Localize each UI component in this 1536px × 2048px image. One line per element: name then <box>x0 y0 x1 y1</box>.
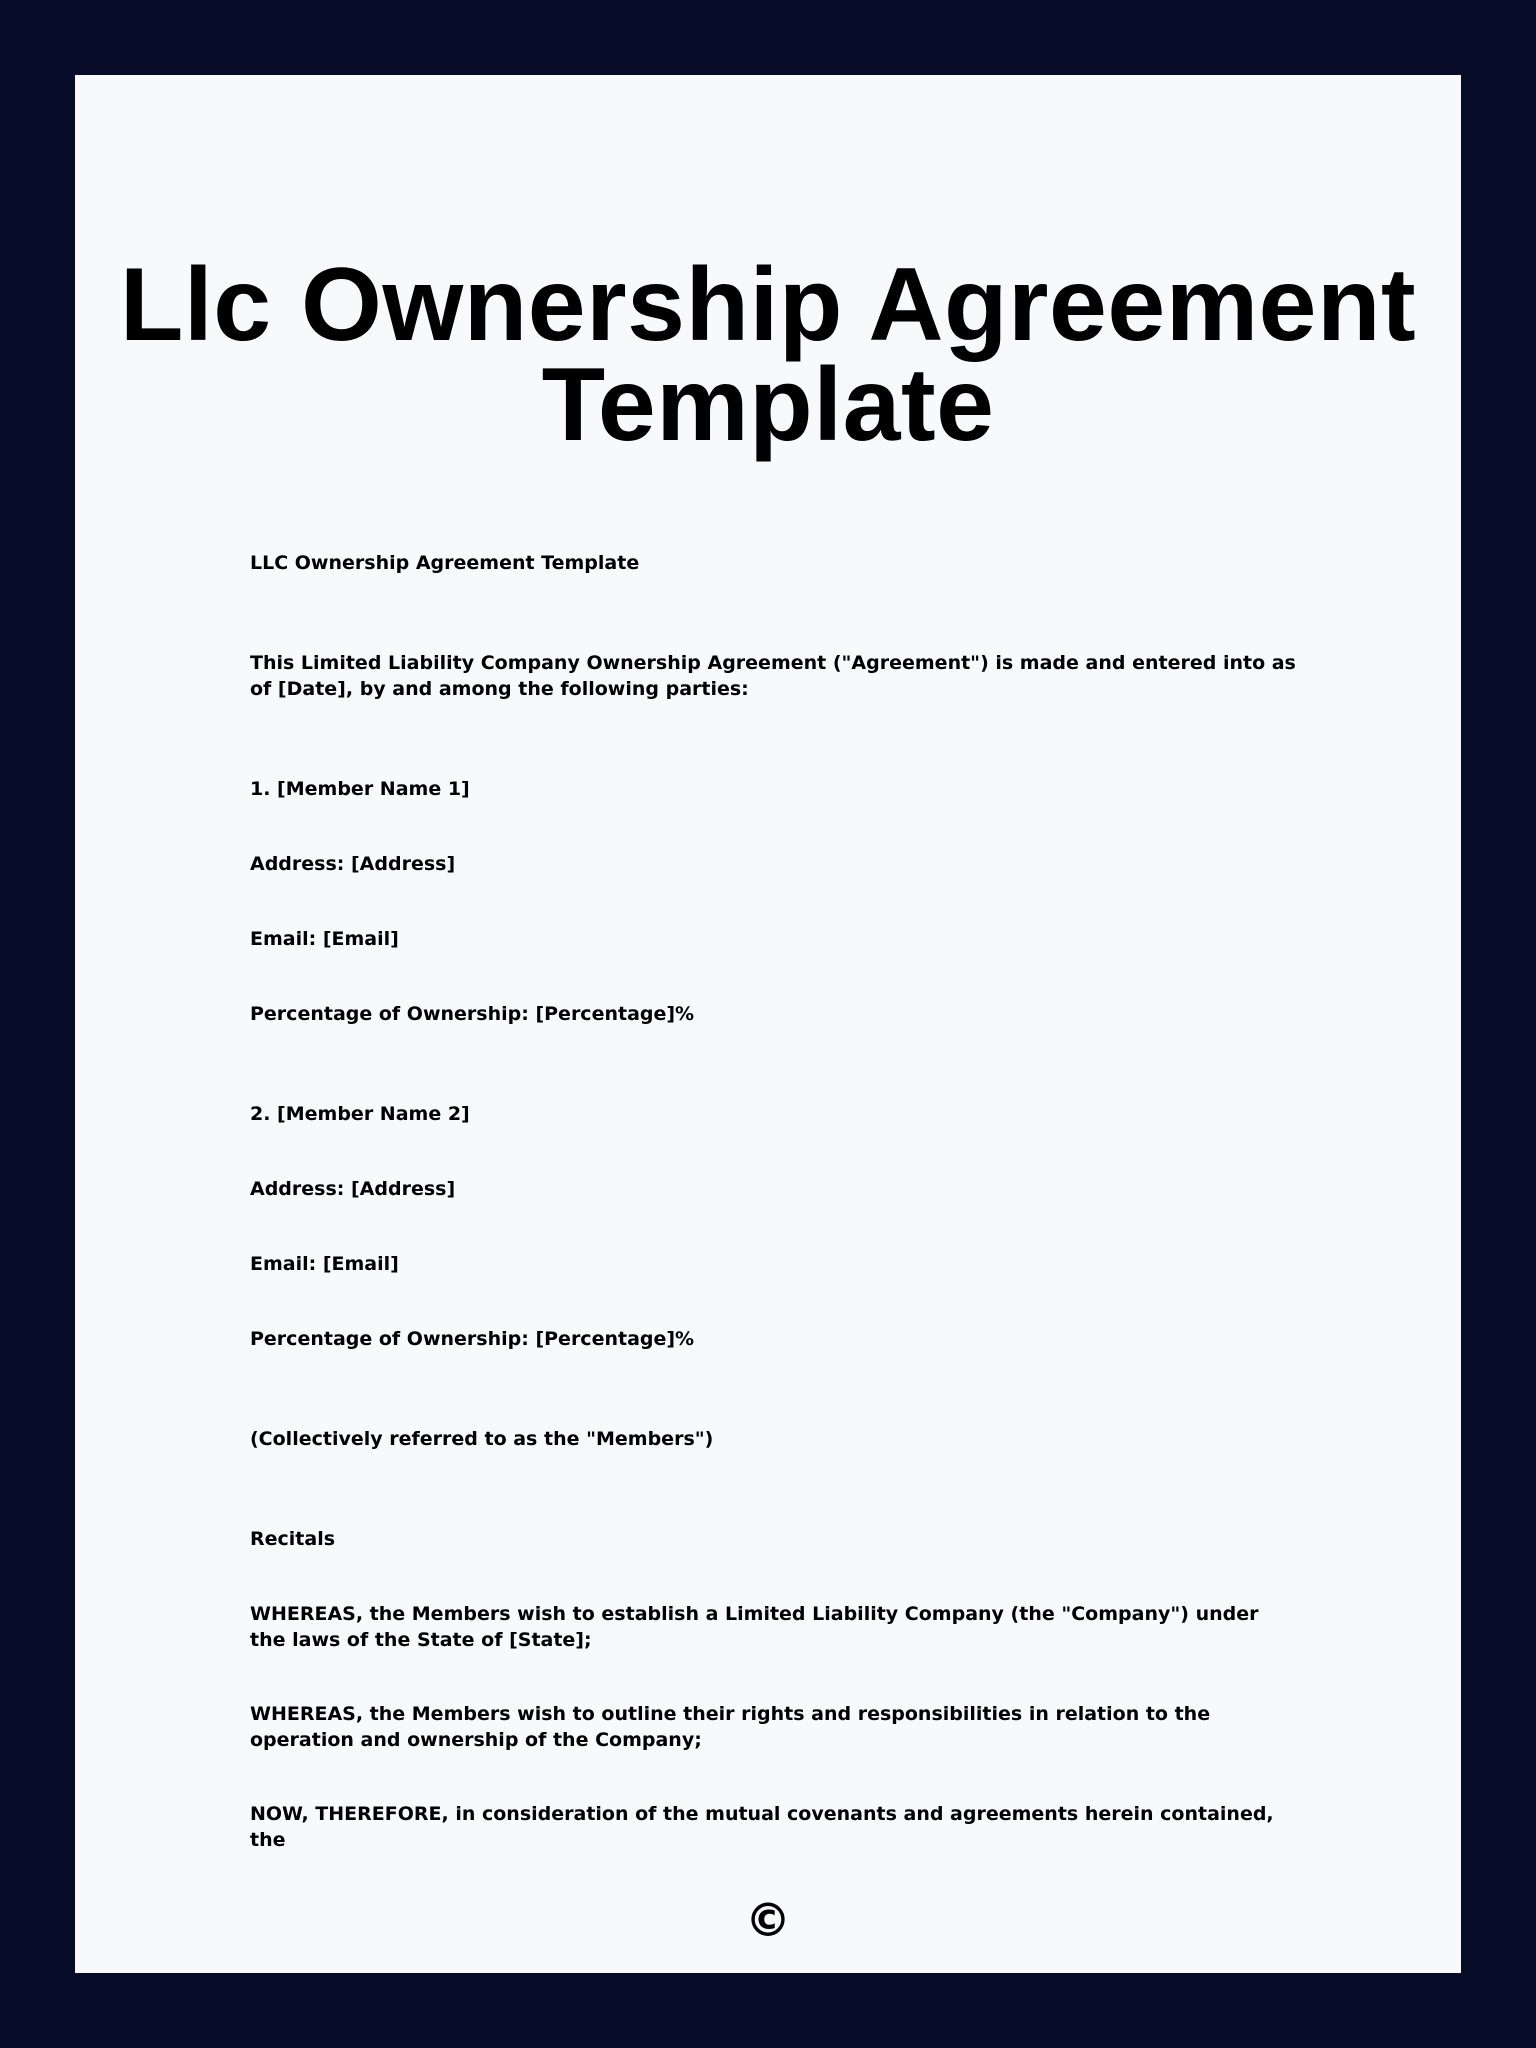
now-therefore-paragraph: NOW, THEREFORE, in consideration of the mutual covenants and agreements herein contained, the <box>250 1803 1274 1851</box>
document-page <box>75 75 1461 1973</box>
collectively-paragraph: (Collectively referred to as the "Members") <box>250 1428 714 1450</box>
member-1-email: Email: [Email] <box>250 928 399 950</box>
whereas-paragraph-1: WHEREAS, the Members wish to establish a Limited Liability Company (the "Company") under the laws of the State of [State]; <box>250 1603 1259 1651</box>
member-2-ownership: Percentage of Ownership: [Percentage]% <box>250 1328 695 1350</box>
member-2-email: Email: [Email] <box>250 1253 399 1275</box>
member-2-name: 2. [Member Name 2] <box>250 1103 470 1125</box>
document-title <box>75 247 1461 463</box>
member-1-ownership: Percentage of Ownership: [Percentage]% <box>250 1003 695 1025</box>
intro-paragraph: This Limited Liability Company Ownership Agreement ("Agreement") is made and entered into as of [Date], by and among the following parties: <box>250 652 1296 700</box>
member-1-address: Address: [Address] <box>250 853 456 875</box>
copyright-symbol: © <box>745 1893 791 1947</box>
member-2-address: Address: [Address] <box>250 1178 456 1200</box>
whereas-paragraph-2: WHEREAS, the Members wish to outline their rights and responsibilities in relation to the operation and ownership of the Company; <box>250 1703 1211 1751</box>
body-heading: LLC Ownership Agreement Template <box>250 552 640 574</box>
document-title-line-2: Template <box>541 347 995 463</box>
recitals-heading: Recitals <box>250 1528 336 1550</box>
document-body <box>250 550 1300 1853</box>
member-1-name: 1. [Member Name 1] <box>250 778 470 800</box>
document-title-line-1: Llc Ownership Agreement <box>119 247 1417 363</box>
